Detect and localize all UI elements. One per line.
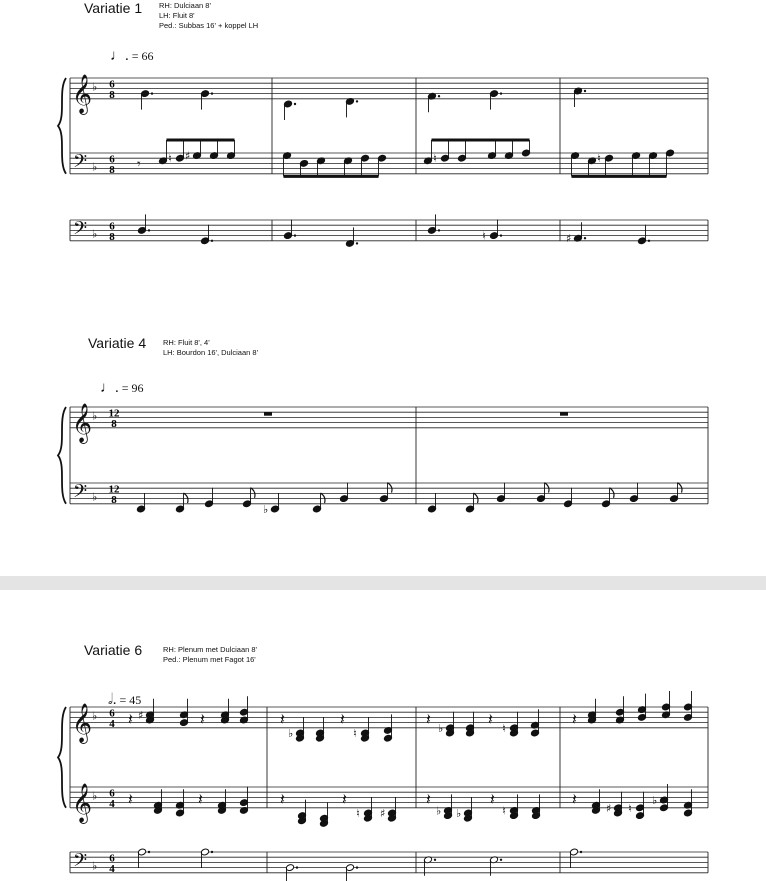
augmentation-dot [356,242,358,244]
augmentation-dot [648,240,650,242]
augmentation-dot [584,90,586,92]
time-signature-bottom: 8 [109,163,115,176]
tempo-value: = 96 [121,381,144,395]
system-brace [58,407,66,504]
quarter-rest-icon: 𝄽 [426,789,431,809]
natural-icon: ♮ [597,152,601,166]
quarter-rest-icon: 𝄽 [490,789,495,809]
tempo-value: = 66 [131,49,154,63]
quarter-rest-icon: 𝄽 [488,709,493,729]
augmentation-dot [356,866,358,868]
augmentation-dot [294,234,296,236]
registration-line: RH: Dulciaan 8' [159,1,211,10]
registration-line: RH: Fluit 8', 4' [163,338,210,347]
augmentation-dot [296,866,298,868]
variation-6-system [0,700,766,881]
bass-clef-icon: 𝄢 [73,151,88,177]
natural-icon: ♮ [433,152,437,166]
natural-icon: ♮ [482,229,486,243]
time-signature-top: 6 [109,220,115,233]
bass-clef-icon: 𝄢 [73,218,88,244]
flat-icon: ♭ [92,409,98,423]
quarter-rest-icon: 𝄽 [572,789,577,809]
bass-clef-icon: 𝄢 [73,850,88,876]
whole-rest [264,412,272,416]
time-signature-top: 6 [109,78,115,91]
note-flag [678,483,683,493]
flat-icon: ♭ [456,807,462,820]
time-signature-bottom: 8 [109,88,115,101]
time-signature-bottom: 8 [109,230,115,243]
natural-icon: ♮ [168,152,172,166]
flat-icon: ♭ [92,709,98,723]
note-flag [184,493,189,503]
variation-4-registration [163,338,258,358]
tempo-value: = 45 [119,693,142,707]
sharp-icon: ♯ [606,801,612,815]
flat-icon: ♭ [92,859,98,873]
sharp-icon: ♯ [380,807,386,820]
natural-icon: ♮ [353,727,357,740]
flat-icon: ♭ [92,789,98,803]
variation-4-title: Variatie 4 [88,335,147,351]
quarter-rest-icon: 𝄽 [128,709,133,729]
flat-icon: ♭ [436,804,442,818]
time-signature-top: 12 [108,483,120,496]
dotted-quarter-note-icon: ♩. [110,48,129,64]
augmentation-dot [211,240,213,242]
augmentation-dot [580,851,582,853]
quarter-rest-icon: 𝄽 [198,789,203,809]
registration-line: RH: Plenum met Dulciaan 8' [163,645,257,654]
bass-clef-icon: 𝄢 [73,481,88,507]
variation-4-system [0,395,766,535]
whole-rest [560,412,568,416]
augmentation-dot [148,851,150,853]
note-flag [321,493,326,503]
flat-icon: ♭ [288,727,294,740]
variation-6-registration [163,645,257,665]
variation-1-system [0,60,766,260]
time-signature-bottom: 8 [111,417,117,430]
augmentation-dot [500,92,502,94]
augmentation-dot [438,95,440,97]
quarter-rest-icon: 𝄽 [128,789,133,809]
treble-clef-icon: 𝄞 [72,782,93,823]
variation-1-title: Variatie 1 [84,0,143,16]
treble-clef-icon: 𝄞 [72,73,93,114]
natural-icon: ♮ [356,807,360,820]
treble-clef-icon: 𝄞 [72,402,93,443]
registration-line: LH: Bourdon 16', Dulciaan 8' [163,348,259,357]
quarter-rest-icon: 𝄽 [280,789,285,809]
sharp-icon: ♯ [566,232,572,246]
quarter-rest-icon: 𝄽 [200,709,205,729]
augmentation-dot [500,234,502,236]
system-brace [58,707,66,808]
augmentation-dot [356,100,358,102]
sharp-icon: ♯ [138,708,144,722]
eighth-rest-icon: 𝄾 [137,156,141,173]
quarter-rest-icon: 𝄽 [340,709,345,729]
time-signature-bottom: 8 [111,493,117,506]
flat-icon: ♭ [92,80,98,94]
time-signature-top: 6 [109,787,115,800]
flat-icon: ♭ [438,721,444,735]
note-flag [545,483,550,493]
registration-line: Ped.: Subbas 16' + koppel LH [159,21,259,30]
augmentation-dot [438,229,440,231]
flat-icon: ♭ [263,503,269,516]
natural-icon: ♮ [502,721,506,735]
dotted-half-note-icon: 𝅗𝅥. [108,692,117,708]
augmentation-dot [500,859,502,861]
note-flag [610,488,615,498]
flat-icon: ♭ [92,227,98,241]
note-flag [474,493,479,503]
augmentation-dot [151,92,153,94]
augmentation-dot [584,237,586,239]
variation-1-registration [159,1,258,31]
score-page-2 [0,590,766,881]
treble-clef-icon: 𝄞 [72,702,93,743]
augmentation-dot [148,229,150,231]
quarter-rest-icon: 𝄽 [342,789,347,809]
note-flag [388,483,393,493]
flat-icon: ♭ [92,160,98,174]
natural-icon: ♮ [502,804,506,818]
system-brace [58,78,66,174]
note-flag [251,488,256,498]
time-signature-top: 6 [109,153,115,166]
time-signature-bottom: 4 [109,717,115,730]
augmentation-dot [211,851,213,853]
quarter-rest-icon: 𝄽 [572,709,577,729]
time-signature-bottom: 4 [109,862,115,875]
registration-line: LH: Fluit 8' [159,11,195,20]
dotted-quarter-note-icon: ♩. [100,380,119,396]
time-signature-bottom: 4 [109,797,115,810]
quarter-rest-icon: 𝄽 [426,709,431,729]
registration-line: Ped.: Plenum met Fagot 16' [163,655,256,664]
augmentation-dot [434,859,436,861]
page-separator [0,576,766,590]
augmentation-dot [211,92,213,94]
augmentation-dot [294,103,296,105]
flat-icon: ♭ [652,794,658,807]
quarter-rest-icon: 𝄽 [280,709,285,729]
time-signature-top: 6 [109,707,115,720]
time-signature-top: 6 [109,852,115,865]
natural-icon: ♮ [628,801,632,815]
variation-6-title: Variatie 6 [84,642,143,658]
time-signature-top: 12 [108,407,120,420]
flat-icon: ♭ [92,490,98,504]
sharp-icon: ♯ [185,149,191,163]
